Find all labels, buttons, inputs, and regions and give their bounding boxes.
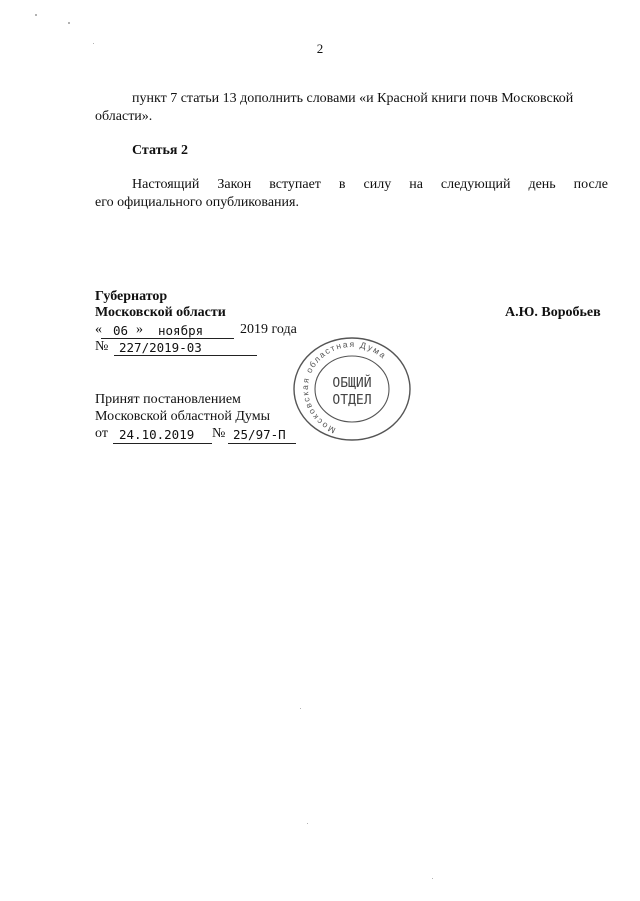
article1-text-line1: пункт 7 статьи 13 дополнить словами «и Красной книги почв Московской: [132, 91, 574, 106]
scan-speck: [432, 878, 433, 879]
adoption-from-label: от: [95, 426, 108, 441]
article2-text-line2: его официального опубликования.: [95, 195, 299, 210]
signature-date-year: 2019 года: [240, 322, 297, 337]
adoption-number-sign: №: [212, 426, 226, 441]
article2-word: на: [409, 177, 423, 192]
article2-word: Настоящий: [132, 177, 200, 192]
article2-heading: Статья 2: [132, 143, 188, 158]
article2-word: после: [573, 177, 608, 192]
adoption-number-underline: [228, 443, 296, 444]
stamp-center-line2: ОТДЕЛ: [332, 393, 372, 408]
signatory-title-line1: Губернатор: [95, 289, 168, 304]
scan-speck: [35, 14, 37, 16]
article2-word: день: [528, 177, 556, 192]
scan-speck: [68, 22, 70, 24]
date-month-underline: [148, 338, 234, 339]
stamp-center-line1: ОБЩИЙ: [332, 376, 372, 391]
scan-speck: [307, 823, 308, 824]
adoption-number-value: 25/97-П: [233, 427, 286, 442]
signature-number-value: 227/2019-03: [119, 340, 202, 355]
adoption-date-value: 24.10.2019: [119, 427, 195, 442]
article2-word: силу: [363, 177, 392, 192]
signatory-name: А.Ю. Воробьев: [505, 305, 601, 320]
signature-date-month: ноября: [158, 323, 204, 338]
page-number: 2: [316, 41, 324, 56]
stamp-seal-graphic: [290, 337, 414, 445]
adoption-date-underline: [113, 443, 212, 444]
scan-speck: [300, 708, 301, 709]
signature-number-sign: №: [95, 339, 109, 354]
article2-word: Закон: [217, 177, 252, 192]
signature-date-close-quote: »: [136, 322, 143, 337]
article2-word: в: [338, 177, 346, 192]
signature-date-day: 06: [113, 323, 129, 338]
signatory-title-line2: Московской области: [95, 305, 226, 320]
article2-word: вступает: [269, 177, 321, 192]
article2-text-line1: [132, 177, 608, 193]
adoption-line1: Принят постановлением: [95, 392, 241, 407]
article1-text-line2: области».: [95, 109, 153, 124]
article2-word: следующий: [440, 177, 511, 192]
stamp-ring-text: Московская областная Дума: [299, 338, 389, 436]
adoption-line2: Московской областной Думы: [95, 409, 270, 424]
signature-date-open-quote: «: [95, 322, 102, 337]
number-underline: [114, 355, 257, 356]
official-stamp: [290, 337, 414, 445]
